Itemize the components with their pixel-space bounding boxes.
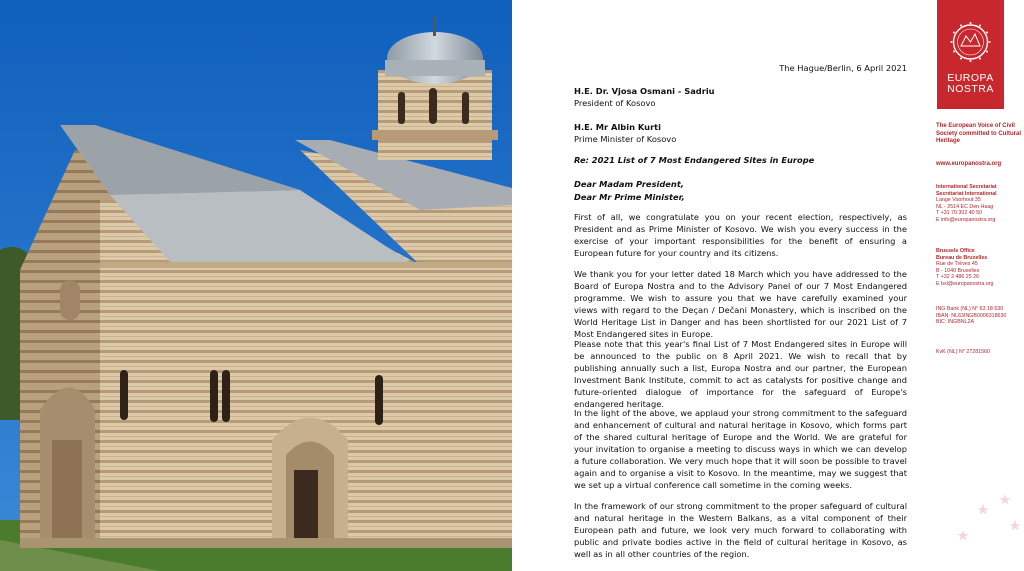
address-line: Rue de Trèves 45 [936,261,978,268]
letter-paragraph: First of all, we congratulate you on your recent election, respectively, as President and as Prime Minister of Kosovo. We wish you every success in the exercise of your important responsibilities for the benefit of ensuring a European future for your country and its citizens. [574,212,907,258]
address-heading: Secrétariat International [936,190,997,197]
letter-paragraph: In the framework of our strong commitment to the proper safeguard of cultural and natural heritage in the Western Balkans, as a vital component of their European path and future, we look very much forward to collaborating with public and private bodies active in the field of cultural heritage in Kosovo, as well as in all other countries of the region. [574,501,907,559]
letter-paragraph: We thank you for your letter dated 18 March which you have addressed to the Board of Europa Nostra and to the Advisory Panel of our 7 Most Endangered programme. We wish to assure you that we have carefully examined your views with regard to the Deçan / Dečani Monastery, which is inscribed on the World Heritage List in Danger and has been shortlisted for our 2021 List of 7 Most Endangered sites in Europe. [574,269,907,339]
address-heading: International Secretariat [936,184,997,190]
decorative-stars-icon [943,490,1023,550]
recipient-title: President of Kosovo [574,98,656,108]
recipient-president [574,85,715,109]
address-line: T +31 70 302 40 50 [936,210,982,217]
salutation [574,178,685,204]
bank-line: BIC: INGBNL2A [936,319,974,326]
letter-page [513,0,1024,571]
logo-emblem-icon [937,0,1004,70]
bank-line: IBAN: NL63INGB0006318630 [936,312,1007,319]
bank-line: ING Bank (NL) N° 63 18 630 [936,306,1004,312]
recipient-title: Prime Minister of Kosovo [574,134,677,144]
address-line: Lange Voorhout 35 [936,197,981,204]
europa-nostra-logo [937,0,1004,109]
address-line: T +32 2 486 25 26 [936,274,980,281]
salutation-line: Dear Mr Prime Minister, [574,192,685,202]
letter-date: The Hague/Berlin, 6 April 2021 [779,63,907,73]
tagline: The European Voice of Civil Society committed to Cultural Heritage [936,123,1022,144]
bank-details [936,306,1024,326]
kvk-number: KvK (NL) N° 27281560 [936,349,990,355]
logo-line: NOSTRA [947,83,994,95]
recipient-prime-minister [574,121,676,145]
recipient-name: H.E. Dr. Vjosa Osmani - Sadriu [574,86,715,96]
letter-paragraph: Please note that this year's final List of 7 Most Endangered sites in Europe will be announced to the public on 8 April 2021. We wish to recall that by publishing annually such a list, Europa Nostra and our partner, the European Investment Bank Institute, commit to act as catalysts for positive change and future-oriented dialogue of importance for the safeguard of Europe's endangered heritage. [574,339,907,409]
logo-line: EUROPA [947,72,994,84]
address-line: E info@europanostra.org [936,216,996,223]
address-line: E bxl@europanostra.org [936,280,994,287]
letter-subject: Re: 2021 List of 7 Most Endangered Sites in Europe [574,155,815,165]
logo-wordmark [937,73,1004,95]
address-line: NL - 2514 EC Den Haag [936,203,994,210]
brussels-address [936,248,1024,288]
address-heading: Bureau de Bruxelles [936,254,988,261]
address-line: B - 1040 Bruxelles [936,267,980,274]
salutation-line: Dear Madam President, [574,179,684,189]
address-heading: Brussels Office [936,248,975,254]
website-link[interactable]: www.europanostra.org [936,161,1002,167]
recipient-name: H.E. Mr Albin Kurti [574,122,661,132]
secretariat-address [936,184,1024,224]
letter-paragraph: In the light of the above, we applaud your strong commitment to the safeguard and enhancement of cultural and natural heritage in Kosovo, which forms part of the shared cultural heritage of Europe and the World. We are grateful for your invitation to organise a meeting to discuss ways in which we can develop a future collaboration. We very much hope that it will soon be possible to travel again and to organise a visit to Kosovo. In the meantime, may we suggest that we set up a virtual conference call sometime in the coming weeks. [574,408,907,490]
